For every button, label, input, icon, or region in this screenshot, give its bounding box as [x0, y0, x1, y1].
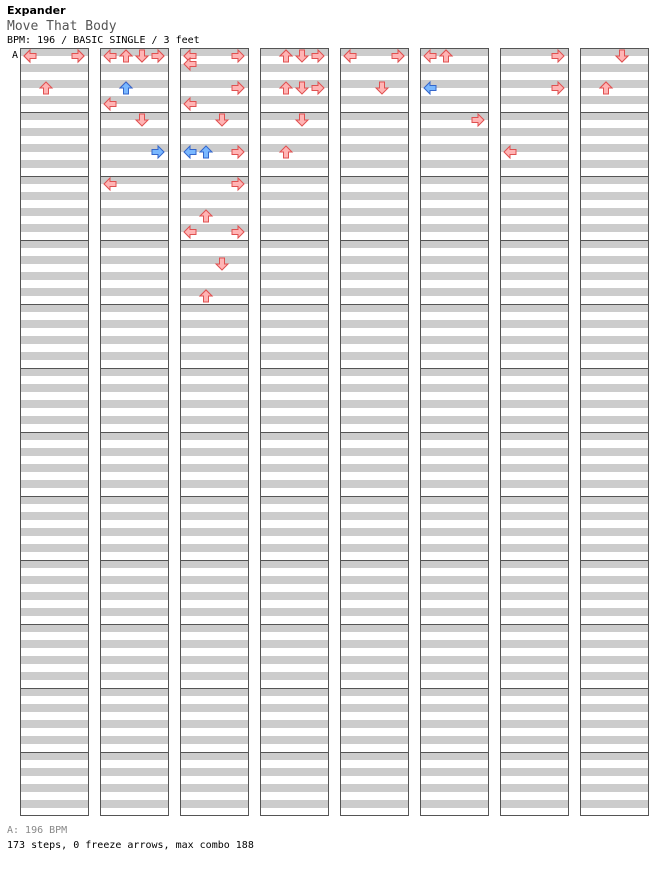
chart-column — [500, 48, 569, 816]
bpm-legend: A: 196 BPM — [7, 825, 68, 836]
section-marker: A — [12, 50, 19, 61]
artist-name: Expander — [7, 4, 66, 17]
chart-column — [20, 48, 89, 816]
chart-column — [180, 48, 249, 816]
chart-info: BPM: 196 / BASIC SINGLE / 3 feet — [7, 35, 200, 46]
song-title: Move That Body — [7, 19, 117, 34]
step-stats: 173 steps, 0 freeze arrows, max combo 188 — [7, 840, 254, 851]
chart-column — [260, 48, 329, 816]
chart-column — [580, 48, 649, 816]
chart-column — [340, 48, 409, 816]
chart-column — [100, 48, 169, 816]
chart-column — [420, 48, 489, 816]
